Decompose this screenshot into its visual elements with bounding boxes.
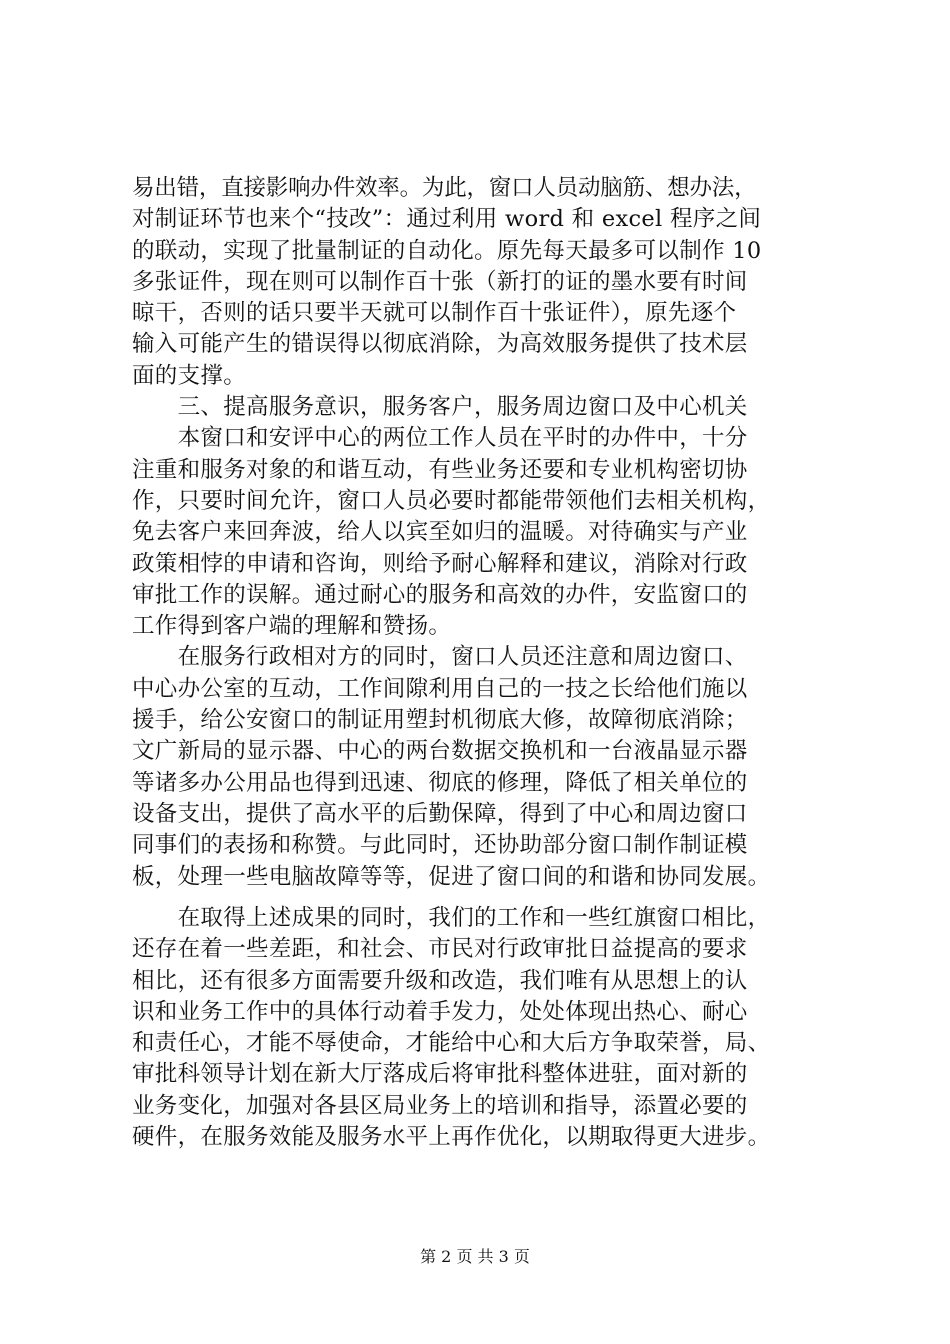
text-line: 业务变化，加强对各县区局业务上的培训和指导，添置必要的 — [132, 1092, 748, 1119]
text-line: 多张证件，现在则可以制作百十张（新打的证的墨水要有时间 — [132, 268, 748, 295]
section-heading: 三、提高服务意识，服务客户，服务周边窗口及中心机关 — [132, 394, 748, 421]
text-line: 审批科领导计划在新大厅落成后将审批科整体进驻，面对新的 — [132, 1061, 748, 1088]
text-line: 在服务行政相对方的同时，窗口人员还注意和周边窗口、 — [132, 644, 748, 671]
text-line: 注重和服务对象的和谐互动，有些业务还要和专业机构密切协 — [132, 456, 748, 483]
text-line: 和责任心，才能不辱使命，才能给中心和大后方争取荣誉，局、 — [132, 1030, 771, 1057]
text-line: 识和业务工作中的具体行动着手发力，处处体现出热心、耐心 — [132, 998, 748, 1025]
text-line: 援手，给公安窗口的制证用塑封机彻底大修，故障彻底消除； — [132, 707, 748, 734]
text-line: 等诸多办公用品也得到迅速、彻底的修理，降低了相关单位的 — [132, 769, 748, 796]
body-text-block-1 — [132, 173, 832, 893]
text-line: 的联动，实现了批量制证的自动化。原先每天最多可以制作 10 — [132, 237, 762, 264]
text-line: 硬件，在服务效能及服务水平上再作优化，以期取得更大进步。 — [132, 1124, 771, 1151]
text-line: 同事们的表扬和称赞。与此同时，还协助部分窗口制作制证模 — [132, 832, 748, 859]
text-line: 面的支撑。 — [132, 362, 247, 389]
text-line: 免去客户来回奔波，给人以宾至如归的温暖。对待确实与产业 — [132, 519, 748, 546]
text-line: 相比，还有很多方面需要升级和改造，我们唯有从思想上的认 — [132, 967, 748, 994]
text-line: 在取得上述成果的同时，我们的工作和一些红旗窗口相比， — [132, 905, 771, 931]
text-line: 作，只要时间允许，窗口人员必要时都能带领他们去相关机构， — [132, 487, 771, 514]
text-line: 本窗口和安评中心的两位工作人员在平时的办件中，十分 — [132, 425, 748, 452]
page-number-footer: 第 2 页 共 3 页 — [420, 1247, 530, 1266]
text-line: 工作得到客户端的理解和赞扬。 — [132, 613, 452, 640]
text-line: 政策相悖的申请和咨询，则给予耐心解释和建议，消除对行政 — [132, 550, 748, 577]
body-text-block-2 — [132, 903, 832, 1153]
text-line: 板，处理一些电脑故障等等，促进了窗口间的和谐和协同发展。 — [132, 863, 771, 890]
text-line: 晾干，否则的话只要半天就可以制作百十张证件），原先逐个 — [132, 300, 737, 327]
text-line: 易出错，直接影响办件效率。为此，窗口人员动脑筋、想办法， — [132, 175, 757, 201]
text-line: 审批工作的误解。通过耐心的服务和高效的办件，安监窗口的 — [132, 581, 748, 608]
text-line: 设备支出，提供了高水平的后勤保障，得到了中心和周边窗口 — [132, 800, 748, 827]
text-line: 对制证环节也来个“技改”：通过利用 word 和 excel 程序之间 — [132, 206, 762, 233]
text-line: 还存在着一些差距，和社会、市民对行政审批日益提高的要求 — [132, 936, 748, 963]
text-line: 中心办公室的互动，工作间隙利用自己的一技之长给他们施以 — [132, 675, 748, 702]
text-line: 输入可能产生的错误得以彻底消除，为高效服务提供了技术层 — [132, 331, 748, 358]
text-line: 文广新局的显示器、中心的两台数据交换机和一台液晶显示器 — [132, 738, 748, 765]
